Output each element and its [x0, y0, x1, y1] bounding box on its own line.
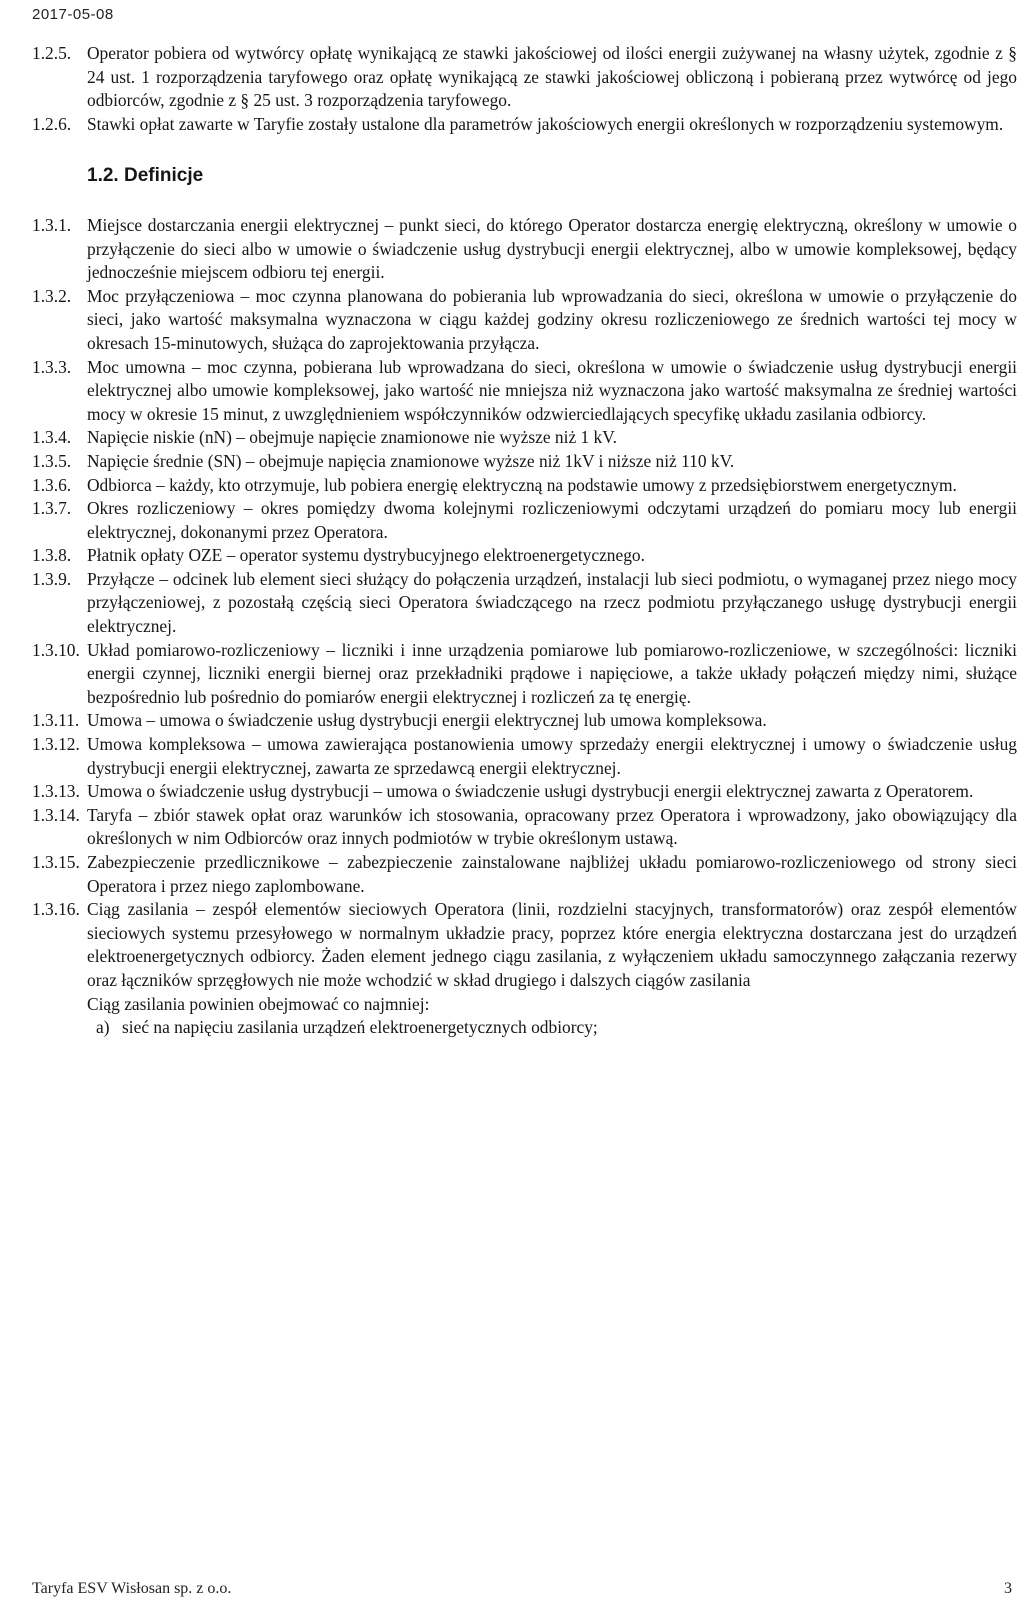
definition-item — [32, 426, 1017, 450]
definition-item — [32, 733, 1017, 780]
definition-item — [32, 544, 1017, 568]
item-text: Umowa o świadczenie usług dystrybucji – umowa o świadczenie usługi dystrybucji energii elektrycznej zawarta z Operatorem. — [87, 781, 974, 802]
item-text: Taryfa – zbiór stawek opłat oraz warunków ich stosowania, opracowany przez Operatora i wprowadzony, jako obowiązujący dla określonych w nim Odbiorców oraz innych podmiotów w trybie określonym ustawą. — [87, 804, 1017, 849]
definition-item — [32, 568, 1017, 639]
item-number: 1.3.3. — [32, 356, 72, 377]
item-number: 1.3.10. — [32, 639, 80, 660]
item-number: 1.3.1. — [32, 214, 72, 235]
definition-item — [32, 214, 1017, 285]
page-footer — [32, 1580, 1012, 1598]
definition-item — [32, 780, 1017, 804]
item-text: Okres rozliczeniowy – okres pomiędzy dwoma kolejnymi rozliczeniowymi odczytami urządzeń do pomiaru mocy lub energii elektrycznej, dokonanymi przez Operatora. — [87, 498, 1017, 542]
definition-item — [32, 285, 1017, 356]
definition-item — [32, 474, 1017, 498]
sub-list-item — [96, 1016, 1017, 1040]
item-text: Przyłącze – odcinek lub element sieci służący do połączenia urządzeń, instalacji lub sieci podmiotu, o wymaganej przez niego mocy przyłączeniowej, z pozostałą częścią sieci Operatora świadczącego na rzecz podmiotu przyłączanego usługę dystrybucji energii elektrycznej. — [87, 568, 1017, 637]
definition-item — [32, 639, 1017, 710]
item-number: 1.3.15. — [32, 852, 80, 872]
definition-item — [32, 450, 1017, 474]
item-number: 1.2.5. — [32, 43, 72, 63]
item-number: 1.3.14. — [32, 804, 80, 825]
item-text: Miejsce dostarczania energii elektrycznej – punkt sieci, do którego Operator dostarcza energię elektryczną, określony w umowie o przyłączenie do sieci albo w umowie o świadczenie usług dystrybucji energii elektrycznej, albo w umowie kompleksowej, będący jednocześnie miejscem odbioru tej energii. — [87, 214, 1017, 283]
definition-item — [32, 497, 1017, 544]
definition-item — [32, 356, 1017, 427]
item-text: Moc umowna – moc czynna, pobierana lub wprowadzana do sieci, określona w umowie o świadczenie usług dystrybucji energii elektrycznej albo umowie kompleksowej, jako wartość nie mniejsza niż wyznaczona jako wartość maksymalna ze średniej wartości mocy w okresie 15 minut, z uwzględnieniem współczynników odzwierciedlających specyfikę układu zasilania odbiorcy. — [87, 356, 1017, 424]
item-text: Układ pomiarowo-rozliczeniowy – liczniki i inne urządzenia pomiarowe lub pomiarowo-rozliczeniowe, w szczególności: liczniki energii czynnej, liczniki energii biernej oraz przekładniki prądowe i napięciowe, a także układy połączeń między nimi, służące bezpośrednio lub pośrednio do pomiarów energii elektrycznej i rozliczeń za tę energię. — [87, 639, 1017, 707]
list-item — [32, 42, 1017, 113]
item-text: Napięcie niskie (nN) – obejmuje napięcie znamionowe nie wyższe niż 1 kV. — [87, 427, 617, 448]
item-number: 1.3.12. — [32, 734, 80, 755]
item-text: Moc przyłączeniowa – moc czynna planowana do pobierania lub wprowadzania do sieci, określona w umowie o przyłączenie do sieci, jako wartość maksymalna wyznaczona w ciągu każdej godziny okresu rozliczeniowego ze średnich wartości tej mocy w okresach 15-minutowych, służąca do zaprojektowania przyłącza. — [87, 285, 1017, 353]
continuation-text: Ciąg zasilania powinien obejmować co najmniej: — [87, 993, 430, 1014]
sub-item-text: sieć na napięciu zasilania urządzeń elektroenergetycznych odbiorcy; — [122, 1017, 598, 1038]
item-number: 1.3.16. — [32, 899, 80, 920]
item-number: 1.3.8. — [32, 545, 72, 566]
item-text: Napięcie średnie (SN) – obejmuje napięcia znamionowe wyższe niż 1kV i niższe niż 110 kV. — [87, 450, 735, 471]
footer-company: Taryfa ESV Wisłosan sp. z o.o. — [32, 1580, 232, 1597]
item-text: Płatnik opłaty OZE – operator systemu dystrybucyjnego elektroenergetycznego. — [87, 545, 645, 566]
item-text: Umowa – umowa o świadczenie usług dystrybucji energii elektrycznej lub umowa kompleksowa. — [87, 710, 767, 731]
item-text: Odbiorca – każdy, kto otrzymuje, lub pobiera energię elektryczną na podstawie umowy z przedsiębiorstwem energetycznym. — [87, 474, 957, 495]
item-number: 1.3.13. — [32, 781, 80, 802]
item-number: 1.3.6. — [32, 474, 72, 495]
item-text: Zabezpieczenie przedlicznikowe – zabezpieczenie zainstalowane najbliżej układu pomiarowo-rozliczeniowego od strony sieci Operatora i przez niego zaplombowane. — [87, 852, 1017, 896]
item-number: 1.3.2. — [32, 285, 72, 306]
item-text: Ciąg zasilania – zespół elementów sieciowych Operatora (linii, rozdzielni stacyjnych, transformatorów) oraz zespół elementów sieciowych systemu przesyłowego w normalnym układzie pracy, poprzez które energia elektryczna dostarczana jest do urządzeń elektroenergetycznych odbiorcy. Żaden element jednego ciągu zasilania, z wyłączeniem układu samoczynnego załączania rezerwy oraz łączników sprzęgłowych nie może wchodzić w skład drugiego i dalszych ciągów zasilania — [87, 899, 1017, 990]
document-date: 2017-05-08 — [32, 6, 114, 23]
sub-item-label: a) — [96, 1017, 110, 1038]
item-number: 1.3.11. — [32, 710, 80, 731]
document-body — [32, 42, 1017, 1040]
section-heading: 1.2. Definicje — [87, 165, 204, 187]
definition-item — [32, 851, 1017, 898]
definition-item — [32, 709, 1017, 733]
item-number: 1.3.7. — [32, 498, 72, 519]
definition-item — [32, 804, 1017, 851]
item-number: 1.2.6. — [32, 113, 72, 134]
item-text: Stawki opłat zawarte w Taryfie zostały ustalone dla parametrów jakościowych energii określonych w rozporządzeniu systemowym. — [87, 113, 1004, 134]
item-text: Operator pobiera od wytwórcy opłatę wynikającą ze stawki jakościowej od ilości energii zużywanej na własny użytek, zgodnie z § 24 ust. 1 rozporządzenia taryfowego oraz opłatę wynikającą ze stawki jakościowej obliczoną i pobieraną przez wytwórcę od jego odbiorców, zgodnie z § 25 ust. 3 rozporządzenia taryfowego. — [87, 43, 1017, 111]
item-number: 1.3.5. — [32, 450, 72, 471]
item-number: 1.3.9. — [32, 568, 72, 589]
list-item — [32, 113, 1017, 137]
item-text: Umowa kompleksowa – umowa zawierająca postanowienia umowy sprzedaży energii elektrycznej i umowy o świadczenie usług dystrybucji energii elektrycznej, zawarta ze sprzedawcą energii elektrycznej. — [87, 734, 1017, 778]
page-number: 3 — [1004, 1580, 1012, 1597]
definition-item — [32, 898, 1017, 992]
item-number: 1.3.4. — [32, 427, 72, 448]
